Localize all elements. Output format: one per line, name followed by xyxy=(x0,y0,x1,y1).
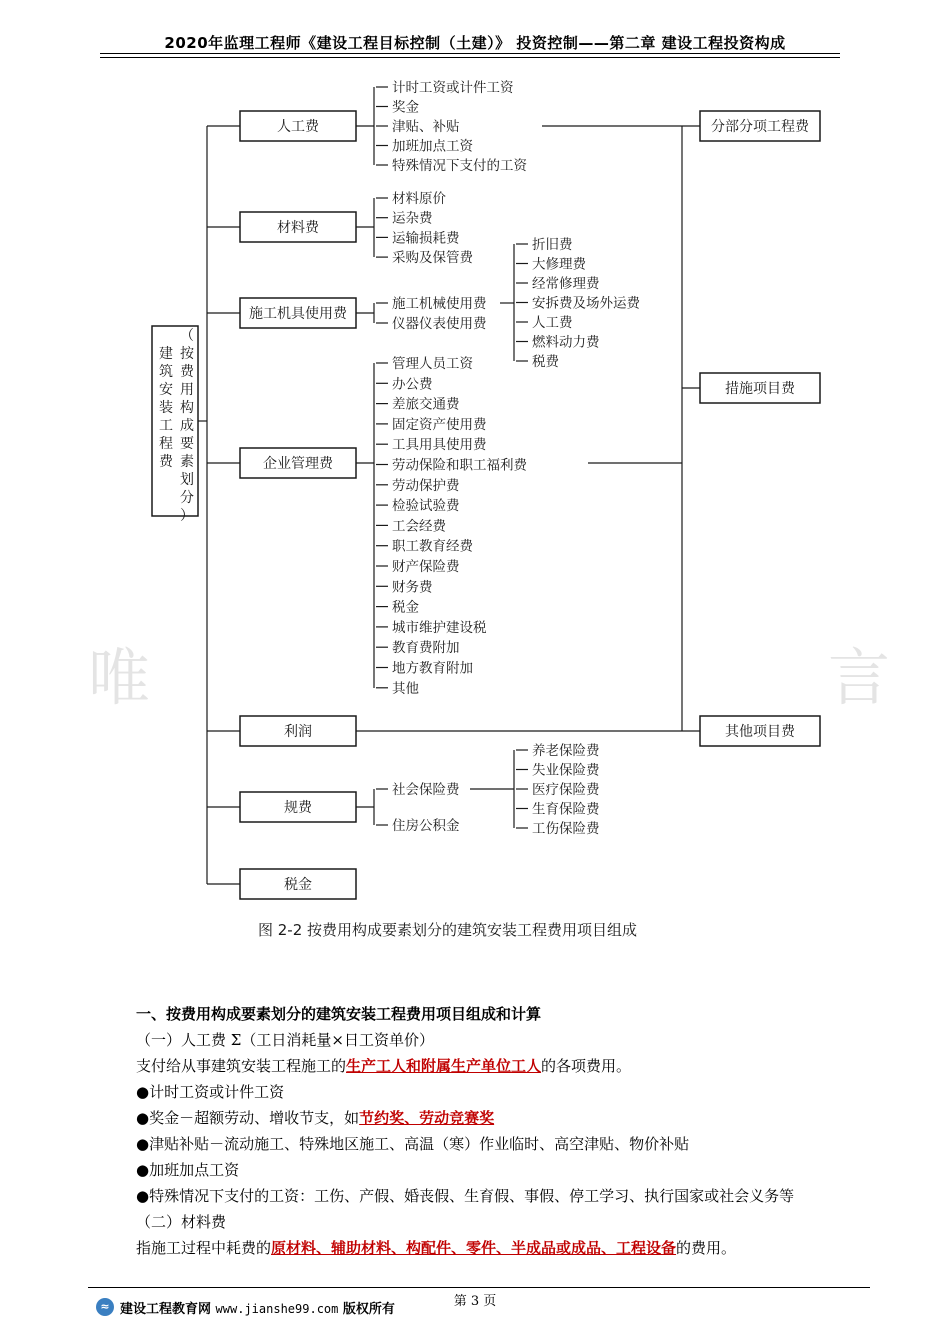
footer-site xyxy=(120,1298,395,1317)
material-description xyxy=(136,1237,736,1258)
footer-rule xyxy=(88,1287,870,1288)
social-item: 生育保险费 xyxy=(532,801,600,818)
labor-heading: （一）人工费 Σ（工日消耗量×日工资单价） xyxy=(136,1031,434,1049)
mgmt-item: 其他 xyxy=(392,680,419,697)
category-profit: 利润 xyxy=(284,724,312,740)
mgmt-item: 税金 xyxy=(392,599,419,616)
bullet-special-wages: ●特殊情况下支付的工资：工伤、产假、婚丧假、生育假、事假、停工学习、执行国家或社会义务等 xyxy=(136,1187,795,1205)
category-mgmt: 企业管理费 xyxy=(263,456,333,472)
page-number: 第 3 页 xyxy=(453,1294,497,1309)
material-desc-post: 的费用。 xyxy=(676,1239,737,1257)
machine-sub-items xyxy=(516,236,640,370)
machine-sub-item: 燃料动力费 xyxy=(532,334,600,351)
mgmt-item: 城市维护建设税 xyxy=(392,619,487,636)
footer-site-name: 建设工程教育网 xyxy=(120,1302,212,1317)
social-item: 失业保险费 xyxy=(532,762,600,779)
social-item: 工伤保险费 xyxy=(532,821,600,837)
right-box-fenbu-label: 分部分项工程费 xyxy=(711,119,809,135)
material-desc-highlight: 原材料、辅助材料、构配件、零件、半成品或成品、工程设备 xyxy=(271,1239,677,1257)
right-box-cuoshi-label: 措施项目费 xyxy=(725,381,795,397)
diagram-caption: 图 2-2 按费用构成要素划分的建筑安装工程费用项目组成 xyxy=(258,921,638,939)
category-labor: 人工费 xyxy=(277,119,319,135)
machine-items xyxy=(376,295,487,332)
labor-item: 奖金 xyxy=(392,99,419,116)
machine-item: 施工机械使用费 xyxy=(392,296,487,312)
category-material: 材料费 xyxy=(277,220,319,236)
right-box-qita-label: 其他项目费 xyxy=(725,724,795,740)
root-right-col: （按费用构成要素划分） xyxy=(180,328,194,524)
material-items xyxy=(376,190,473,266)
footer-rights: 版权所有 xyxy=(342,1302,395,1317)
machine-sub-item: 经常修理费 xyxy=(532,276,600,292)
mgmt-item: 固定资产使用费 xyxy=(392,416,487,433)
material-item: 材料原价 xyxy=(392,191,446,207)
page-header-title: 2020年监理工程师《建设工程目标控制（土建）》 投资控制——第二章 建设工程投资构成 xyxy=(164,34,786,52)
labor-item: 计时工资或计件工资 xyxy=(392,80,514,96)
material-item: 运输损耗费 xyxy=(392,230,460,247)
fees-item: 社会保险费 xyxy=(392,782,460,798)
mgmt-item: 教育费附加 xyxy=(392,640,460,657)
mgmt-item: 检验试验费 xyxy=(392,498,460,515)
material-item: 运杂费 xyxy=(392,210,433,227)
bullet-bonus-highlight: 节约奖、劳动竞赛奖 xyxy=(359,1109,495,1127)
fees-item: 住房公积金 xyxy=(392,818,460,834)
labor-desc-pre: 支付给从事建筑安装工程施工的 xyxy=(136,1057,347,1075)
mgmt-item: 财产保险费 xyxy=(392,559,460,575)
mgmt-item: 管理人员工资 xyxy=(392,356,473,372)
labor-items xyxy=(376,79,527,174)
machine-sub-item: 安拆费及场外运费 xyxy=(532,295,640,312)
root-left-col: 建筑安装工程费 xyxy=(159,346,173,470)
watermark-right: 言 xyxy=(828,641,891,714)
labor-item: 加班加点工资 xyxy=(392,138,473,155)
category-machine: 施工机具使用费 xyxy=(249,306,347,322)
machine-sub-item: 税费 xyxy=(532,354,559,370)
machine-sub-item: 折旧费 xyxy=(532,237,573,253)
bullet-hourly-wage: ●计时工资或计件工资 xyxy=(136,1083,285,1101)
mgmt-item: 差旅交通费 xyxy=(392,396,460,413)
labor-desc-highlight: 生产工人和附属生产单位工人 xyxy=(346,1057,542,1075)
labor-item: 特殊情况下支付的工资 xyxy=(392,158,527,174)
bullet-allowance: ●津贴补贴－流动施工、特殊地区施工、高温（寒）作业临时、高空津贴、物价补贴 xyxy=(136,1135,690,1153)
machine-sub-item: 大修理费 xyxy=(532,256,586,273)
mgmt-item: 劳动保险和职工福利费 xyxy=(392,457,527,474)
labor-description xyxy=(136,1055,631,1076)
social-item: 医疗保险费 xyxy=(532,782,600,798)
machine-sub-item: 人工费 xyxy=(532,315,573,331)
material-desc-pre: 指施工过程中耗费的 xyxy=(136,1239,272,1257)
category-tax: 税金 xyxy=(284,877,312,893)
mgmt-item: 财务费 xyxy=(392,579,433,596)
material-item: 采购及保管费 xyxy=(392,250,473,267)
watermark-left: 唯 xyxy=(88,641,151,714)
mgmt-item: 办公费 xyxy=(392,376,433,393)
labor-item: 津贴、补贴 xyxy=(392,119,460,135)
mgmt-item: 地方教育附加 xyxy=(392,660,473,677)
mgmt-item: 职工教育经费 xyxy=(392,538,473,555)
footer-url[interactable]: www.jianshe99.com xyxy=(215,1302,339,1316)
mgmt-item: 工具用具使用费 xyxy=(392,437,487,454)
bullet-bonus xyxy=(136,1107,494,1128)
social-items xyxy=(516,742,600,837)
mgmt-item: 工会经费 xyxy=(392,518,446,535)
section-title: 一、按费用构成要素划分的建筑安装工程费用项目组成和计算 xyxy=(136,1005,542,1023)
category-fees: 规费 xyxy=(284,800,312,816)
bullet-overtime: ●加班加点工资 xyxy=(136,1161,240,1179)
site-logo-icon: ≈ xyxy=(96,1298,114,1316)
labor-desc-post: 的各项费用。 xyxy=(541,1057,632,1075)
machine-item: 仪器仪表使用费 xyxy=(392,316,487,332)
fees-items xyxy=(376,781,460,834)
material-heading: （二）材料费 xyxy=(136,1213,227,1231)
mgmt-items xyxy=(376,356,527,697)
bullet-bonus-pre: ●奖金－超额劳动、增收节支，如 xyxy=(136,1109,360,1127)
mgmt-item: 劳动保护费 xyxy=(392,477,460,494)
social-item: 养老保险费 xyxy=(532,743,600,759)
